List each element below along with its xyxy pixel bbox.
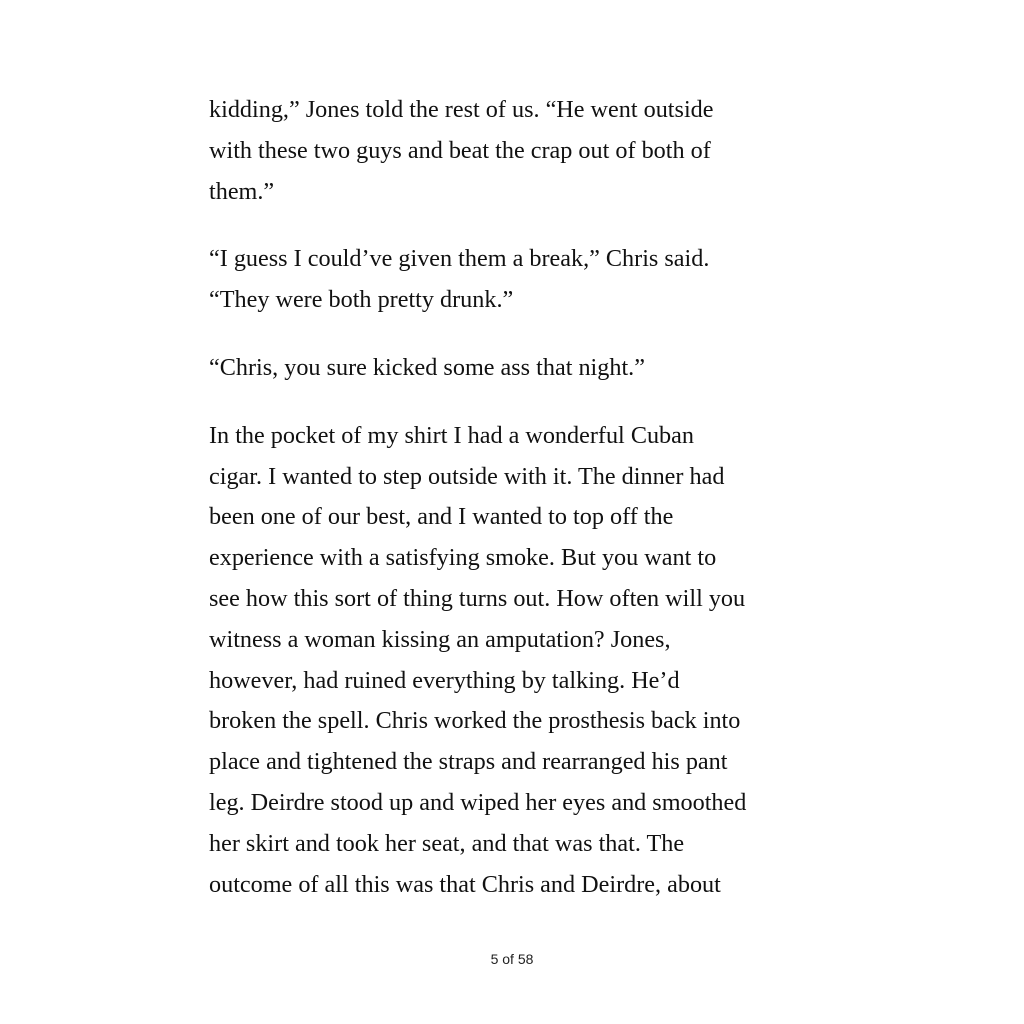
text-line: however, had ruined everything by talking. He’d <box>209 666 680 694</box>
body-text <box>209 90 819 905</box>
text-line: place and tightened the straps and rearranged his pant <box>209 748 728 776</box>
page-number: 5 of 58 <box>490 951 534 967</box>
text-line: see how this sort of thing turns out. How often will you <box>209 584 746 612</box>
paragraph <box>209 348 819 389</box>
paragraph <box>209 239 819 321</box>
text-line: broken the spell. Chris worked the prosthesis back into <box>209 707 741 735</box>
text-line: “They were both pretty drunk.” <box>209 286 514 314</box>
text-line: them.” <box>209 177 275 205</box>
text-line: “Chris, you sure kicked some ass that night.” <box>209 353 645 381</box>
text-line: cigar. I wanted to step outside with it. The dinner had <box>209 462 725 490</box>
text-line: experience with a satisfying smoke. But you want to <box>209 544 717 572</box>
text-line: witness a woman kissing an amputation? Jones, <box>209 625 671 653</box>
paragraph <box>209 90 819 212</box>
text-line: “I guess I could’ve given them a break,” Chris said. <box>209 245 710 273</box>
text-line: outcome of all this was that Chris and Deirdre, about <box>209 870 721 898</box>
text-line: leg. Deirdre stood up and wiped her eyes and smoothed <box>209 788 747 816</box>
text-line: her skirt and took her seat, and that was that. The <box>209 829 685 857</box>
text-line: been one of our best, and I wanted to top off the <box>209 503 674 531</box>
text-line: In the pocket of my shirt I had a wonderful Cuban <box>209 421 694 449</box>
paragraph <box>209 416 819 906</box>
text-line: with these two guys and beat the crap out of both of <box>209 136 711 164</box>
text-line: kidding,” Jones told the rest of us. “He went outside <box>209 96 714 123</box>
